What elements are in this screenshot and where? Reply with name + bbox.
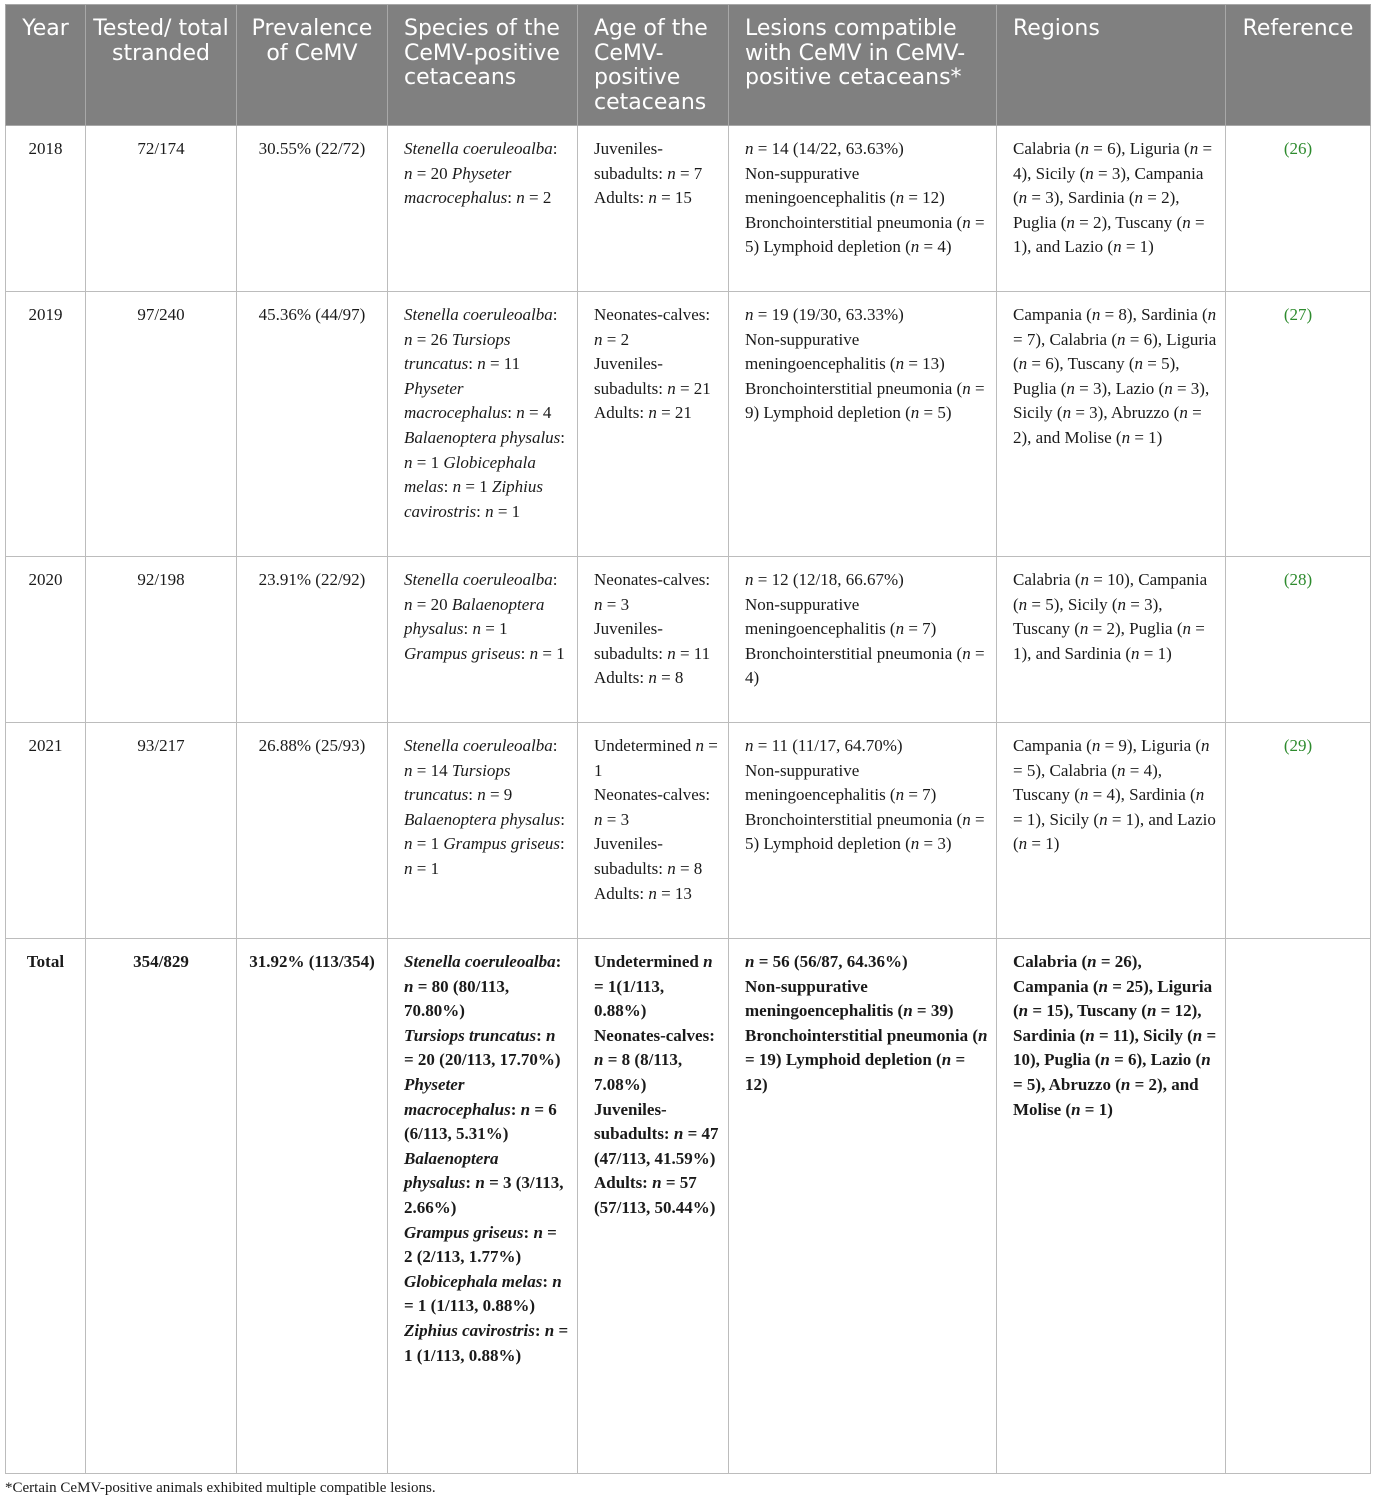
cell-lesions: n = 14 (14/22, 63.63%) Non-suppurative meningoencephalitis (n = 12) Bronchointerstitial pneumonia (n = 5) Lymphoid depletion (n = 4) xyxy=(729,126,997,292)
cell-lesions: n = 12 (12/18, 66.67%) Non-suppurative meningoencephalitis (n = 7) Bronchointerstitial pneumonia (n = 4) xyxy=(729,557,997,723)
header-species: Species of the CeMV-positive cetaceans xyxy=(388,5,578,126)
reference-link[interactable]: (26) xyxy=(1283,139,1313,158)
cell-reference[interactable] xyxy=(1226,126,1371,292)
table-row-total xyxy=(6,939,1371,1474)
cell-prevalence: 23.91% (22/92) xyxy=(237,557,388,723)
cell-prevalence: 26.88% (25/93) xyxy=(237,723,388,939)
cell-regions: Calabria (n = 6), Liguria (n = 4), Sicily (n = 3), Campania (n = 3), Sardinia (n = 2), Puglia (n = 2), Tuscany (n = 1), and Lazio (n = 1) xyxy=(997,126,1226,292)
cell-total-label: Total xyxy=(6,939,86,1474)
reference-link[interactable]: (27) xyxy=(1283,305,1313,324)
cell-regions: Campania (n = 8), Sardinia (n = 7), Calabria (n = 6), Liguria (n = 6), Tuscany (n = 5), Puglia (n = 3), Lazio (n = 3), Sicily (n = 3), Abruzzo (n = 2), and Molise (n = 1) xyxy=(997,292,1226,557)
header-prevalence: Prevalence of CeMV xyxy=(237,5,388,126)
table-row xyxy=(6,292,1371,557)
table-header-row xyxy=(6,5,1371,126)
table-row xyxy=(6,126,1371,292)
cell-species: Stenella coeruleoalba: n = 20 Balaenoptera physalus: n = 1 Grampus griseus: n = 1 xyxy=(388,557,578,723)
cell-year: 2018 xyxy=(6,126,86,292)
cell-regions: Campania (n = 9), Liguria (n = 5), Calabria (n = 4), Tuscany (n = 4), Sardinia (n = 1), Sicily (n = 1), and Lazio (n = 1) xyxy=(997,723,1226,939)
cell-age: Neonates-calves: n = 2 Juveniles-subadults: n = 21 Adults: n = 21 xyxy=(578,292,729,557)
cell-prevalence: 45.36% (44/97) xyxy=(237,292,388,557)
cell-reference xyxy=(1226,939,1371,1474)
cell-lesions: n = 56 (56/87, 64.36%) Non-suppurative meningoencephalitis (n = 39) Bronchointerstitial pneumonia (n = 19) Lymphoid depletion (n = 12) xyxy=(729,939,997,1474)
header-reference: Reference xyxy=(1226,5,1371,126)
cell-lesions: n = 19 (19/30, 63.33%) Non-suppurative meningoencephalitis (n = 13) Bronchointerstitial pneumonia (n = 9) Lymphoid depletion (n = 5) xyxy=(729,292,997,557)
cell-prevalence: 31.92% (113/354) xyxy=(237,939,388,1474)
table-row xyxy=(6,723,1371,939)
reference-link[interactable]: (28) xyxy=(1283,570,1313,589)
cell-species: Stenella coeruleoalba: n = 80 (80/113, 70.80%) Tursiops truncatus: n = 20 (20/113, 17.70%) Physeter macrocephalus: n = 6 (6/113, 5.31%) Balaenoptera physalus: n = 3 (3/113, 2.66%) Grampus griseus: n = 2 (2/113, 1.77%) Globicephala melas: n = 1 (1/113, 0.88%) Ziphius cavirostris: n = 1 (1/113, 0.88%) xyxy=(388,939,578,1474)
cell-tested: 72/174 xyxy=(86,126,237,292)
cell-year: 2020 xyxy=(6,557,86,723)
cell-species: Stenella coeruleoalba: n = 20 Physeter macrocephalus: n = 2 xyxy=(388,126,578,292)
cell-age: Undetermined n = 1 Neonates-calves: n = 3 Juveniles-subadults: n = 8 Adults: n = 13 xyxy=(578,723,729,939)
header-regions: Regions xyxy=(997,5,1226,126)
cemv-table xyxy=(5,4,1371,1474)
cell-age: Undetermined n = 1(1/113, 0.88%) Neonates-calves: n = 8 (8/113, 7.08%) Juveniles-subadults: n = 47 (47/113, 41.59%) Adults: n = 57 (57/113, 50.44%) xyxy=(578,939,729,1474)
header-age: Age of the CeMV-positive cetaceans xyxy=(578,5,729,126)
cell-reference[interactable] xyxy=(1226,723,1371,939)
header-year: Year xyxy=(6,5,86,126)
cell-tested: 93/217 xyxy=(86,723,237,939)
cell-tested: 92/198 xyxy=(86,557,237,723)
header-tested: Tested/ total stranded xyxy=(86,5,237,126)
cell-regions: Calabria (n = 26), Campania (n = 25), Liguria (n = 15), Tuscany (n = 12), Sardinia (n = 11), Sicily (n = 10), Puglia (n = 6), Lazio (n = 5), Abruzzo (n = 2), and Molise (n = 1) xyxy=(997,939,1226,1474)
table-row xyxy=(6,557,1371,723)
cell-species: Stenella coeruleoalba: n = 14 Tursiops truncatus: n = 9 Balaenoptera physalus: n = 1 Grampus griseus: n = 1 xyxy=(388,723,578,939)
cell-prevalence: 30.55% (22/72) xyxy=(237,126,388,292)
cell-year: 2021 xyxy=(6,723,86,939)
cell-reference[interactable] xyxy=(1226,557,1371,723)
cell-tested: 354/829 xyxy=(86,939,237,1474)
cell-lesions: n = 11 (11/17, 64.70%) Non-suppurative meningoencephalitis (n = 7) Bronchointerstitial pneumonia (n = 5) Lymphoid depletion (n = 3) xyxy=(729,723,997,939)
cell-species: Stenella coeruleoalba: n = 26 Tursiops truncatus: n = 11 Physeter macrocephalus: n = 4 Balaenoptera physalus: n = 1 Globicephala melas: n = 1 Ziphius cavirostris: n = 1 xyxy=(388,292,578,557)
cell-year: 2019 xyxy=(6,292,86,557)
header-lesions: Lesions compatible with CeMV in CeMV-positive cetaceans* xyxy=(729,5,997,126)
reference-link[interactable]: (29) xyxy=(1283,736,1313,755)
cell-reference[interactable] xyxy=(1226,292,1371,557)
table-footnote: *Certain CeMV-positive animals exhibited multiple compatible lesions. xyxy=(5,1480,436,1496)
cell-age: Juveniles-subadults: n = 7 Adults: n = 15 xyxy=(578,126,729,292)
cell-age: Neonates-calves: n = 3 Juveniles-subadults: n = 11 Adults: n = 8 xyxy=(578,557,729,723)
cell-regions: Calabria (n = 10), Campania (n = 5), Sicily (n = 3), Tuscany (n = 2), Puglia (n = 1), and Sardinia (n = 1) xyxy=(997,557,1226,723)
cell-tested: 97/240 xyxy=(86,292,237,557)
